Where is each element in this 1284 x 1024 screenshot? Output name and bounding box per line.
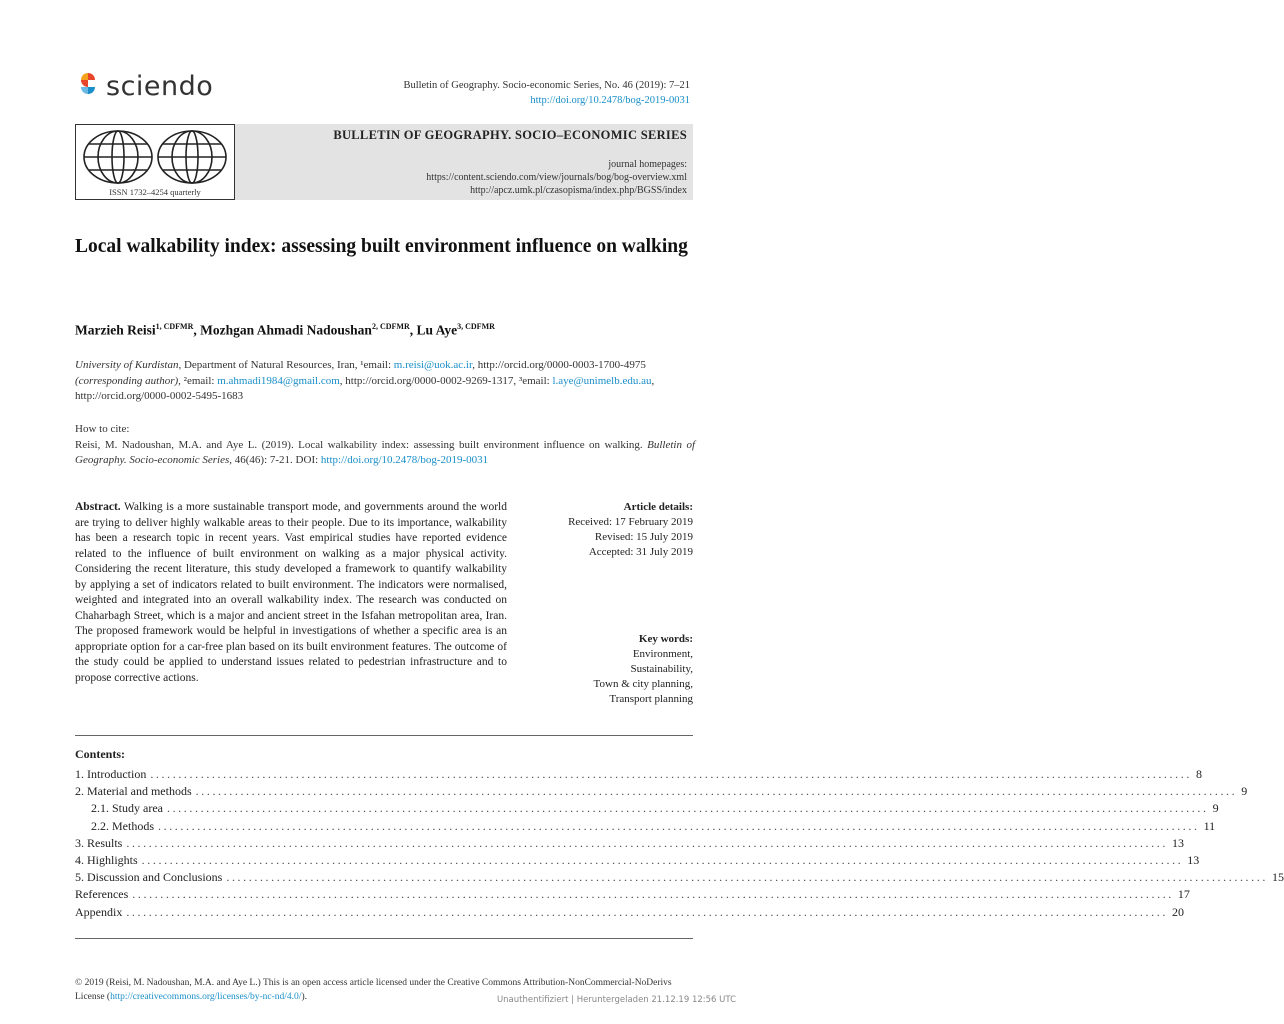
orcid-3: http://orcid.org/0000-0002-5495-1683: [75, 390, 244, 402]
toc-item[interactable]: [75, 767, 1202, 784]
toc-leader: ..........................................................................................................................................................................................: [141, 852, 1184, 867]
email-link-2[interactable]: m.ahmadi1984@gmail.com: [217, 374, 340, 387]
journal-homepages: [426, 158, 687, 197]
author-sup: 3, CDFMR: [457, 322, 495, 331]
journal-title: BULLETIN OF GEOGRAPHY. SOCIO–ECONOMIC SERIES: [333, 128, 687, 142]
toc-page: 11: [1203, 818, 1216, 833]
toc-item[interactable]: [75, 852, 1200, 870]
cite-journal: Bulletin of Geography. Socio-economic Series: [75, 438, 695, 466]
email-link-3[interactable]: l.aye@unimelb.edu.au: [552, 374, 652, 387]
toc-leader: ..........................................................................................................................................................................................: [132, 887, 1174, 902]
email-label: ¹email:: [360, 359, 394, 371]
cite-doi-link[interactable]: http://doi.org/10.2478/bog-2019-0031: [320, 454, 489, 466]
toc-page: 9: [1241, 784, 1248, 799]
cite-volume: , 46(46): 7-21. DOI:: [229, 454, 321, 466]
toc-leader: ..........................................................................................................................................................................................: [126, 904, 1168, 919]
journal-banner: [235, 124, 693, 200]
toc-item[interactable]: [75, 870, 1284, 887]
toc-item[interactable]: [75, 801, 1219, 818]
toc-item[interactable]: [75, 904, 1184, 922]
table-of-contents: [75, 767, 1284, 922]
issn-label: ISSN 1732–4254 quarterly: [109, 187, 201, 197]
divider: [75, 938, 693, 939]
author-sup: 2, CDFMR: [371, 322, 410, 331]
keyword: Transport planning: [609, 693, 693, 705]
toc-page: 13: [1187, 852, 1200, 867]
journal-citation: Bulletin of Geography. Socio-economic Series, No. 46 (2019): 7–21: [403, 80, 690, 91]
contents-heading: Contents:: [75, 747, 125, 761]
toc-title: 2.1. Study area: [91, 801, 163, 816]
toc-title: 3. Results: [75, 835, 123, 850]
toc-title: 2.2. Methods: [91, 818, 154, 833]
toc-page: 20: [1171, 904, 1184, 919]
orcid-1: , http://orcid.org/0000-0003-1700-4975: [472, 359, 646, 371]
toc-item[interactable]: [75, 887, 1190, 904]
details-label: Article details:: [623, 501, 693, 513]
toc-page: 17: [1177, 887, 1190, 902]
license-text: © 2019 (Reisi, M. Nadoushan, M.A. and Aye L.) This is an open access article licensed under the Creative Commons Attribution-NonCommercial-NoDerivs License (: [75, 978, 672, 1002]
toc-title: 1. Introduction: [75, 767, 147, 781]
toc-leader: ..........................................................................................................................................................................................: [150, 767, 1192, 781]
author-name: Lu Aye: [416, 322, 458, 338]
sciendo-logo-icon: [76, 71, 100, 101]
toc-title: 4. Highlights: [75, 852, 138, 867]
university-name: University of Kurdistan,: [75, 359, 182, 371]
toc-title: 5. Discussion and Conclusions: [75, 870, 223, 885]
affiliations: [75, 358, 695, 405]
toc-leader: ..........................................................................................................................................................................................: [126, 835, 1168, 850]
email-label: ²email:: [180, 374, 218, 387]
homepages-label: journal homepages:: [608, 159, 687, 170]
doi-link[interactable]: http://doi.org/10.2478/bog-2019-0031: [530, 95, 690, 106]
toc-title: References: [75, 887, 129, 902]
author-name: Mozhgan Ahmadi Nadoushan: [200, 322, 372, 338]
toc-item[interactable]: [75, 818, 1216, 836]
license-end: ).: [301, 992, 307, 1002]
cite-body: Reisi, M. Nadoushan, M.A. and Aye L. (2019). Local walkability index: assessing built environment influence on walking.: [75, 438, 648, 451]
logo-wordmark: sciendo: [106, 70, 214, 102]
toc-page: 8: [1195, 767, 1202, 781]
corresponding-note: (corresponding author),: [75, 374, 181, 387]
toc-leader: ..........................................................................................................................................................................................: [195, 784, 1238, 799]
received-date: Received: 17 February 2019: [568, 516, 693, 528]
toc-leader: ..........................................................................................................................................................................................: [166, 801, 1209, 816]
cite-text: [75, 438, 695, 469]
revised-date: Revised: 15 July 2019: [594, 531, 693, 543]
how-to-cite: [75, 422, 695, 469]
accepted-date: Accepted: 31 July 2019: [588, 546, 693, 558]
toc-title: 2. Material and methods: [75, 784, 192, 799]
toc-page: 13: [1171, 835, 1184, 850]
author-list: Marzieh Reisi$^{1, CDFMR}$, Mozhgan Ahmadi Nadoushan$^{2, CDFMR}$, Lu Aye$^{3, CDFMR}$: [75, 322, 495, 338]
email-link-1[interactable]: m.reisi@uok.ac.ir: [393, 359, 473, 371]
divider: [75, 735, 693, 736]
article-details: [568, 500, 693, 560]
homepage-link-1[interactable]: https://content.sciendo.com/view/journals/bog/bog-overview.xml: [426, 172, 687, 183]
download-stamp: Unauthentifiziert | Heruntergeladen 21.12.19 12:56 UTC: [496, 995, 736, 1005]
keyword: Town & city planning,: [593, 678, 693, 690]
abstract: [75, 500, 507, 686]
toc-page: 9: [1212, 801, 1219, 816]
globe-icon: [80, 129, 230, 187]
abstract-label: Abstract.: [75, 501, 121, 513]
keyword: Sustainability,: [630, 663, 693, 675]
toc-title: Appendix: [75, 904, 123, 919]
orcid-2: , http://orcid.org/0000-0002-9269-1317,: [339, 374, 519, 387]
toc-item[interactable]: [75, 784, 1248, 801]
department: Department of Natural Resources, Iran,: [181, 359, 361, 371]
cite-label: How to cite:: [75, 423, 130, 435]
journal-reference: [403, 78, 690, 108]
email-label: ³email:: [518, 374, 553, 387]
separator: ,: [651, 374, 655, 387]
toc-leader: ..........................................................................................................................................................................................: [158, 818, 1200, 833]
sciendo-logo[interactable]: [76, 70, 236, 102]
article-title: Local walkability index: assessing built environment influence on walking: [75, 236, 688, 257]
journal-logo-box: [75, 124, 235, 200]
keywords: [594, 632, 693, 707]
author-sup: 1, CDFMR: [155, 322, 194, 331]
author-name: Marzieh Reisi: [75, 322, 156, 338]
homepage-link-2[interactable]: http://apcz.umk.pl/czasopisma/index.php/BGSS/index: [470, 185, 687, 196]
toc-item[interactable]: [75, 835, 1184, 853]
toc-leader: ..........................................................................................................................................................................................: [226, 870, 1268, 885]
license-link[interactable]: http://creativecommons.org/licenses/by-nc-nd/4.0/: [110, 992, 302, 1002]
keywords-label: Key words:: [638, 633, 693, 645]
keyword: Environment,: [632, 648, 693, 660]
toc-page: 15: [1271, 870, 1284, 885]
abstract-text: Walking is a more sustainable transport mode, and governments around the world are trying to deliver highly walkable areas to their people. Due to its importance, walkability has been a research topic in recent years. Vast empirical studies have reported evidence related to the influence of built environment on walking as a major physical activity. Considering the recent literature, this study developed a framework to quantify walkability by applying a set of indicators related to built environment. The indicators were normalised, weighted and integrated into an overall walkability index. The research was conducted on Chaharbagh Street, which is a major and ancient street in the Isfahan metropolitan area, Iran. The proposed framework would be helpful in investigations of whether a specific area is an appropriate option for a car-free plan based on its built environment features. The outcome of the study could be applied to understand issues related to pedestrian infrastructure and to propose corrective actions.: [75, 501, 507, 684]
